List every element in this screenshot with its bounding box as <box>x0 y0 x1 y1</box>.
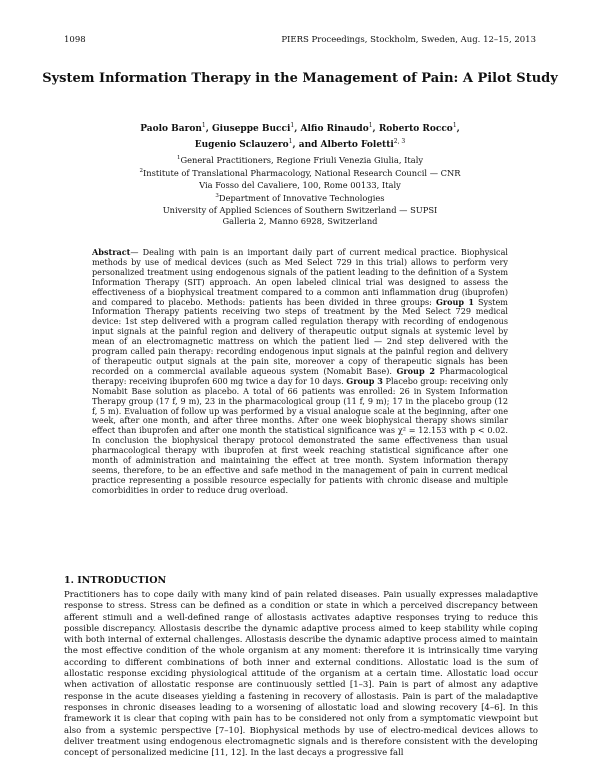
author-separator: , <box>456 124 460 134</box>
affiliations <box>60 153 540 228</box>
affil-mark: 1 <box>176 155 181 161</box>
author-name: Giuseppe Bucci <box>211 124 291 134</box>
abstract <box>92 248 508 496</box>
author-affil-mark: 2, 3 <box>393 137 406 145</box>
introduction-body: Practitioners has to cope daily with many kind of pain related diseases. Pain usually expresses maladaptive response to stress. Stress can be defined as a condition or state in which a perceived discrepancy between afferent stimuli and a well-defined range of allostasis activates adaptive responses trying to reduce this possible discrepancy. Allostasis describe the dynamic adaptive process aimed to keep stability while coping with both internal of external challenges. Allostasis describe the dynamic adaptive process aimed to maintain the most effective condition of the whole organism at any moment: therefore it is intrinsically time varying according to different combinations of both inner and external conditions. Allostatic load is the sum of allostatic response exciding physiological attitude of the organism at a certain time. Allostatic load occur when activation of allostatic response are continuously settled [1–3]. Pain is part of almost any adaptive response in the acute diseases yielding a fastening in recovery of allostasis. Pain is part of the maladaptive responses in chronic diseases leading to a worsening of allostatic load and slowing recovery [4–6]. In this framework it is clear that coping with pain has to be considered not only from a symptomatic viewpoint but also from a systemic perspective [7–10]. Biophysical methods by use of electro-medical devices allows to deliver treatment using endogenous electromagnetic signals and is therefore consistent with the developing concept of personalized medicine [11, 12]. In the last decays a progressive fall <box>64 590 538 759</box>
abstract-label: Abstract <box>92 247 131 257</box>
affiliation-text: Institute of Translational Pharmacology, National Research Council — CNR <box>142 168 461 179</box>
author-name: Alberto Foletti <box>320 139 394 150</box>
affiliation-line <box>60 153 540 166</box>
running-head: PIERS Proceedings, Stockholm, Sweden, Aug. 12–15, 2013 <box>281 35 536 45</box>
affiliation-line <box>60 166 540 179</box>
abstract-text: — Dealing with pain is an important daily part of current medical practice. Biophysical methods by use of medical devices (such as Med Select 729 in this trial) allows to perform very personalized treatment using endogenous signals of the patient leading to the definition of a System Information Therapy (SIT) approach. An open labeled clinical trial was designed to assess the effectiveness of a biophysical treatment compared to a common anti inflammation drug (ibuprofen) and compared to placebo. Methods: patients has been divided in three groups: <box>92 247 508 307</box>
group-label: Group 2 <box>396 365 436 376</box>
section-heading: 1. INTRODUCTION <box>64 575 167 586</box>
author-name: Roberto Rocco <box>378 124 453 134</box>
page-header <box>64 35 536 47</box>
author-name: Paolo Baron <box>140 124 202 134</box>
affiliation-line: Galleria 2, Manno 6928, Switzerland <box>222 216 378 227</box>
group-label: Group 1 <box>435 296 474 307</box>
affiliation-line <box>60 191 540 204</box>
affil-mark: 3 <box>215 193 219 200</box>
author-affil-mark: 1 <box>452 122 457 129</box>
group-label: Group 3 <box>346 375 383 386</box>
author-affil-mark: 1 <box>368 122 373 129</box>
paper-title: System Information Therapy in the Management of Pain: A Pilot Study <box>42 71 558 86</box>
affiliation-line: Via Fosso del Cavaliere, 100, Rome 00133, Italy <box>199 179 401 190</box>
abstract-text: Placebo group: receiving only Nomabit Base solution as placebo. A total of 66 patients was enrolled: 26 in System Information Therapy group (17 f, 9 m), 23 in the pharmacological group (11 f, 9 m); 17 in the placebo group (12 f, 5 m). Evaluation of follow up was performed by a visual analogue scale at the beginning, after one week, after one month, and after three months. After one week biophysical therapy shows similar effect than ibuprofen and after one month the statistical significance was χ² = 12.153 with p < 0.02. In conclusion the biophysical therapy protocol demonstrated the same effectiveness than usual pharmacological therapy with ibuprofen at first week reaching statistical significance after one month of administration and maintaining the effect at tree month. System information therapy seems, therefore, to be an effective and safe method in the management of pain in current medical practice representing a possible resource especially for patients with chronic disease and multiple comorbidities in order to reduce drug overload. <box>92 375 508 495</box>
author-affil-mark: 1 <box>290 122 295 129</box>
author-affil-mark: 1 <box>288 137 293 145</box>
author-separator: , and <box>292 139 321 150</box>
affil-mark: 2 <box>139 168 143 175</box>
page-number: 1098 <box>64 35 86 45</box>
abstract-text: System Information Therapy patients receiving two steps of treatment by the Med Select 729 medical device: 1st step delivered with a program called regulation therapy with recording of endogenous input signals at the painful region and delivery of therapeutic output signals at systemic level by mean of an electromagnetic mattress on which the patient lied — 2nd step delivered with the program called pain therapy: recording endogenous input signals at the painful region and delivery of therapeutic output signals at the pain site, moreover a copy of therapeutic signals has been recorded on a commercial available aqueous system (Nomabit Base). <box>92 296 508 376</box>
affiliation-text: General Practitioners, Regione Friuli Venezia Giulia, Italy <box>180 154 424 165</box>
author-affil-mark: 1 <box>201 122 206 129</box>
author-separator: , <box>372 124 379 134</box>
affiliation-text: Department of Innovative Technologies <box>218 193 385 204</box>
author-name: Eugenio Sclauzero <box>194 139 289 150</box>
affiliation-line: University of Applied Sciences of Southern Switzerland — SUPSI <box>162 204 438 215</box>
author-separator: , <box>294 124 301 134</box>
abstract-text: Pharmacological therapy: receiving ibuprofen 600 mg twice a day for 10 days. <box>92 365 508 386</box>
author-list <box>60 120 540 151</box>
author-separator: , <box>205 124 212 134</box>
author-name: Alfio Rinaudo <box>300 124 369 134</box>
